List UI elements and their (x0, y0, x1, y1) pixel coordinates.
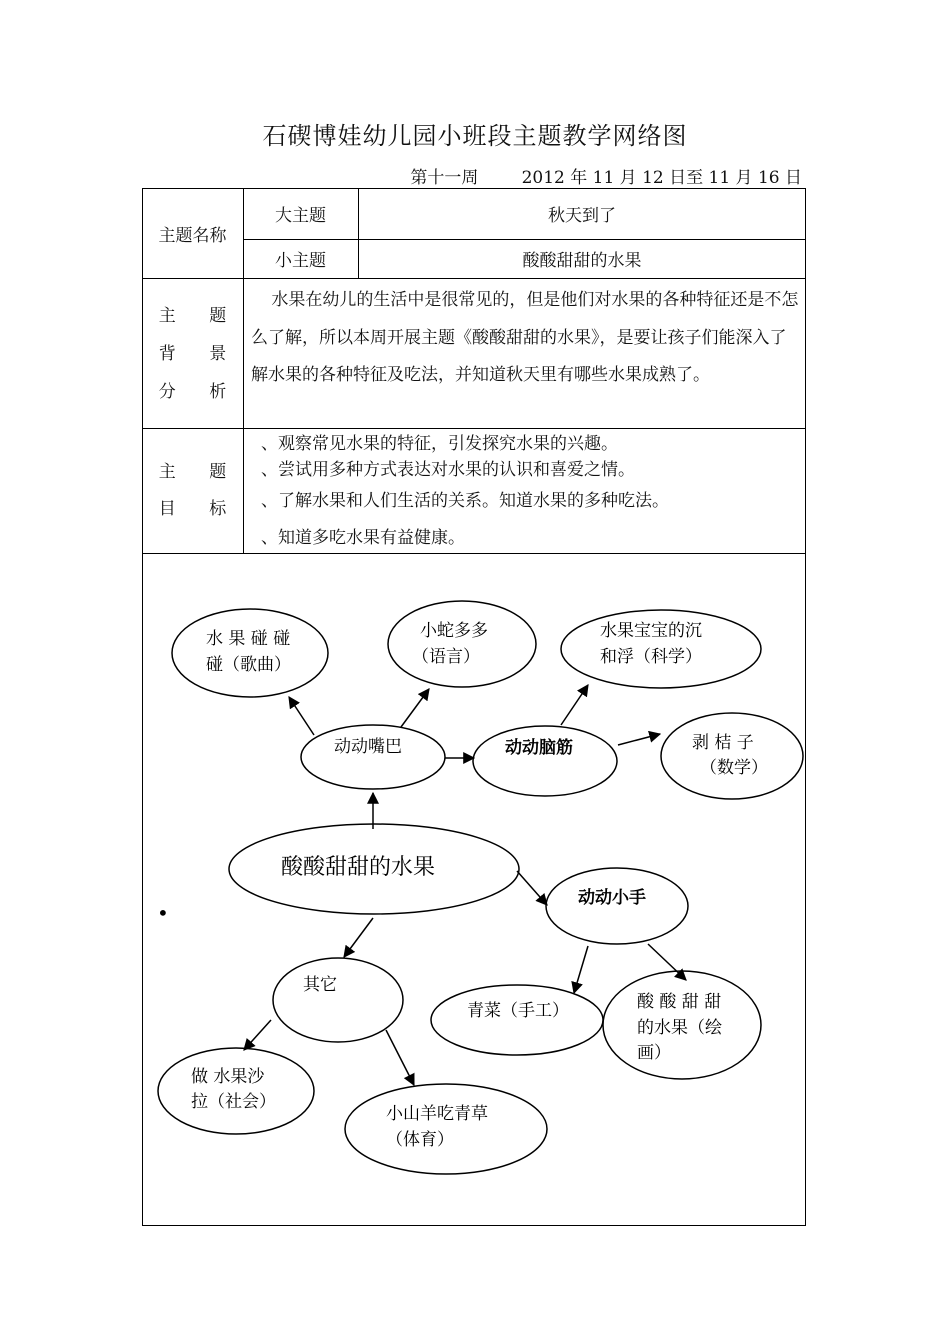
week-date-line: 第十一周 2012 年 11 月 12 日至 11 月 16 日 (410, 168, 802, 188)
arrow-center-hands (517, 871, 547, 905)
theme-name-label: 主题名称 (158, 225, 227, 246)
node-song-label: 碰（歌曲） (206, 655, 291, 675)
node-center-label: 酸酸甜甜的水果 (281, 855, 436, 880)
node-peel-label: （数学） (700, 758, 768, 778)
goal-item: 、了解水果和人们生活的关系。知道水果的多种吃法。 (261, 491, 669, 511)
arrow-brain-float (561, 685, 588, 725)
arrow-other-salad (244, 1020, 271, 1050)
node-float-label: 和浮（科学） (600, 647, 702, 667)
bullet-mark: • (157, 901, 169, 925)
node-other (273, 958, 403, 1042)
node-salad-label: 做 水果沙 (191, 1067, 265, 1087)
node-mouth (301, 725, 445, 789)
node-brain (473, 726, 617, 796)
node-veg-label: 青菜（手工） (467, 1001, 569, 1021)
small-theme-value: 酸酸甜甜的水果 (522, 251, 642, 271)
node-salad (158, 1048, 314, 1134)
arrow-mouth-song (289, 697, 314, 735)
goal-item: 、尝试用多种方式表达对水果的认识和喜爱之情。 (261, 460, 635, 480)
arrow-center-other (344, 918, 373, 957)
node-goat-label: 小山羊吃青草 (386, 1104, 488, 1124)
background-label-line: 主 题 (158, 306, 241, 326)
page-title: 石碶博娃幼儿园小班段主题教学网络图 (262, 122, 688, 150)
node-snake-label: 小蛇多多 (420, 621, 488, 641)
node-draw-label: 的水果（绘 (637, 1018, 722, 1038)
node-peel (661, 713, 803, 799)
background-label-line: 分 析 (158, 382, 241, 402)
node-draw-label: 画） (637, 1043, 671, 1063)
node-snake-label: （语言） (412, 647, 480, 667)
arrow-mouth-snake (401, 689, 429, 727)
arrow-hands-veg (574, 946, 588, 993)
node-float-label: 水果宝宝的沉 (600, 621, 702, 641)
goals-label-line: 主 题 (158, 462, 241, 482)
arrow-brain-peel (618, 734, 660, 745)
node-salad-label: 拉（社会） (191, 1092, 276, 1112)
goal-item: 、知道多吃水果有益健康。 (261, 528, 465, 548)
arrow-other-goat (386, 1030, 414, 1085)
big-theme-value: 秋天到了 (548, 206, 616, 226)
node-goat-label: （体育） (386, 1130, 454, 1150)
node-song-label: 水 果 碰 碰 (206, 629, 291, 649)
big-theme-label: 大主题 (275, 206, 326, 226)
background-text: 水果在幼儿的生活中是很常见的，但是他们对水果的各种特征还是不怎么了解，所以本周开展主题《酸酸甜甜的水果》，是要让孩子们能深入了解水果的各种特征及吃法，并知道秋天里有哪些水果成熟了。 (251, 290, 799, 385)
node-song (172, 609, 328, 697)
goal-item: 、观察常见水果的特征，引发探究水果的兴趣。 (261, 434, 618, 454)
node-draw-label: 酸 酸 甜 甜 (637, 992, 722, 1012)
node-hands-label: 动动小手 (578, 888, 646, 908)
node-snake (388, 601, 536, 687)
background-label-line: 背 景 (158, 344, 241, 364)
node-other-label: 其它 (303, 975, 337, 995)
goals-label-line: 目 标 (158, 499, 241, 519)
node-goat (345, 1084, 547, 1174)
node-brain-label: 动动脑筋 (505, 738, 573, 758)
node-peel-label: 剥 桔 子 (692, 733, 754, 753)
small-theme-label: 小主题 (275, 251, 326, 271)
node-mouth-label: 动动嘴巴 (334, 737, 402, 757)
